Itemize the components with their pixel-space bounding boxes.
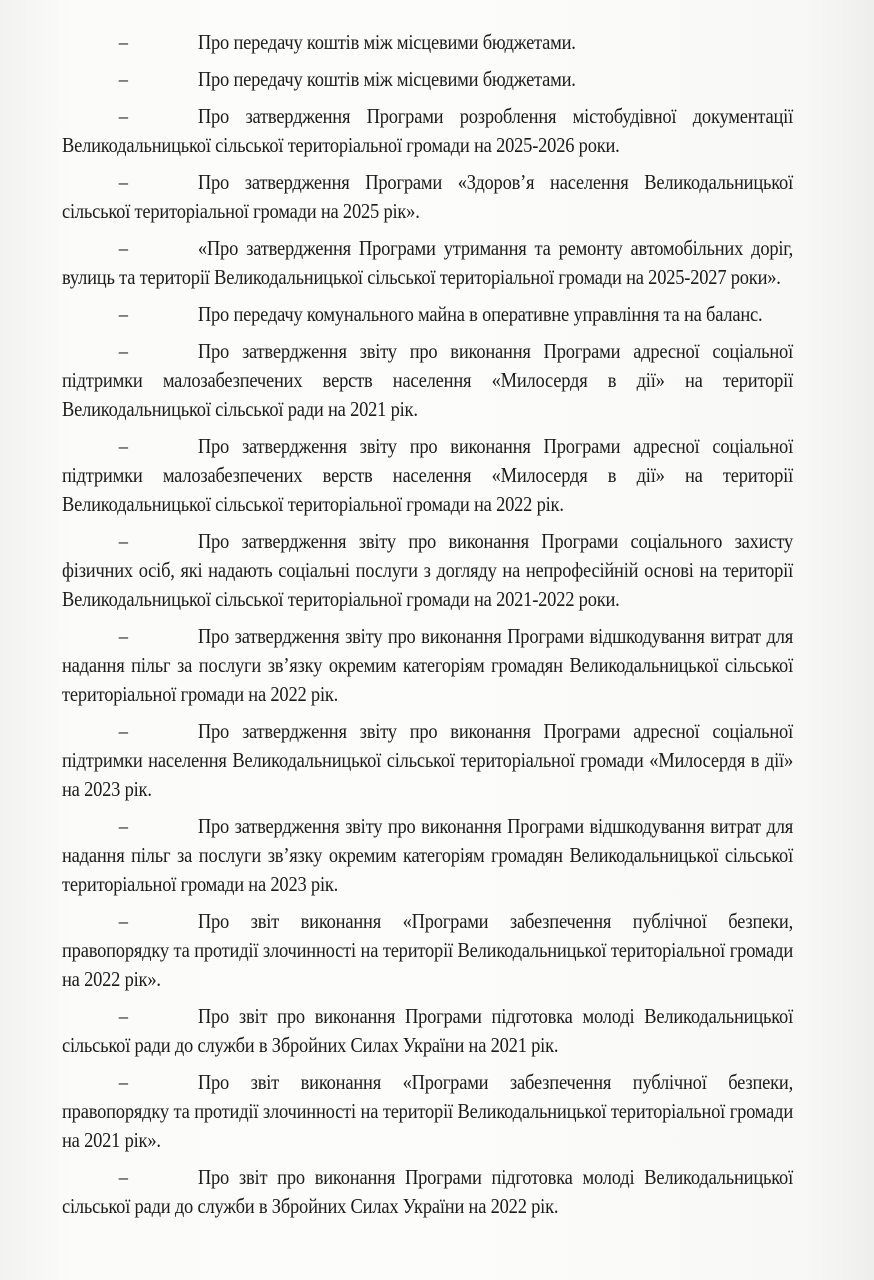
agenda-item	[62, 717, 793, 804]
agenda-item-text: Про звіт виконання «Програми забезпечення публічної безпеки, правопорядку та протидії злочинності на території Великодальницької територіальної громади на 2021 рік».	[62, 1070, 793, 1152]
agenda-item	[62, 1068, 793, 1155]
agenda-item-text: «Про затвердження Програми утримання та ремонту автомобільних доріг, вулиць та території Великодальницької сільської територіальної громади на 2025-2027 роки».	[62, 236, 793, 289]
agenda-item	[62, 65, 793, 94]
bullet-dash: –	[118, 1070, 128, 1094]
agenda-item	[62, 907, 793, 994]
agenda-item-text: Про передачу коштів між місцевими бюджетами.	[197, 67, 576, 91]
bullet-dash: –	[118, 67, 128, 91]
bullet-dash: –	[118, 170, 128, 194]
agenda-item	[62, 168, 793, 226]
agenda-item-text: Про затвердження звіту про виконання Програми відшкодування витрат для надання пільг за послуги зв’язку окремим категоріям громадян Великодальницької сільської територіальної громади на 2023 рік.	[62, 814, 793, 896]
agenda-item-text: Про затвердження Програми розроблення містобудівної документації Великодальницької сільської територіальної громади на 2025-2026 роки.	[62, 104, 793, 157]
bullet-dash: –	[118, 104, 128, 128]
agenda-item-text: Про затвердження звіту про виконання Програми відшкодування витрат для надання пільг за послуги зв’язку окремим категоріям громадян Великодальницької сільської територіальної громади на 2022 рік.	[62, 624, 793, 706]
bullet-dash: –	[118, 909, 128, 933]
agenda-item-text: Про затвердження Програми «Здоров’я населення Великодальницької сільської територіальної громади на 2025 рік».	[62, 170, 793, 223]
agenda-item-text: Про затвердження звіту про виконання Програми адресної соціальної підтримки населення Великодальницької сільської територіальної громади «Милосердя в дії» на 2023 рік.	[62, 719, 793, 801]
agenda-item-text: Про передачу комунального майна в оперативне управління та на баланс.	[197, 302, 763, 326]
agenda-item	[62, 527, 793, 614]
agenda-item-text: Про звіт виконання «Програми забезпечення публічної безпеки, правопорядку та протидії злочинності на території Великодальницької територіальної громади на 2022 рік».	[62, 909, 793, 991]
bullet-dash: –	[118, 236, 128, 260]
bullet-dash: –	[118, 719, 128, 743]
agenda-item	[62, 812, 793, 899]
agenda-item	[62, 432, 793, 519]
agenda-item-text: Про затвердження звіту про виконання Програми соціального захисту фізичних осіб, які надають соціальні послуги з догляду на непрофесійній основі на території Великодальницької сільської територіальної громади на 2021-2022 роки.	[62, 529, 793, 611]
agenda-item	[62, 1002, 793, 1060]
agenda-item-text: Про затвердження звіту про виконання Програми адресної соціальної підтримки малозабезпечених верств населення «Милосердя в дії» на території Великодальницької сільської територіальної громади на 2022 рік.	[62, 434, 793, 516]
agenda-list	[62, 28, 793, 1229]
agenda-item	[62, 622, 793, 709]
agenda-item	[62, 337, 793, 424]
bullet-dash: –	[118, 434, 128, 458]
bullet-dash: –	[118, 814, 128, 838]
agenda-item-text: Про затвердження звіту про виконання Програми адресної соціальної підтримки малозабезпечених верств населення «Милосердя в дії» на території Великодальницької сільської ради на 2021 рік.	[62, 339, 793, 421]
bullet-dash: –	[118, 339, 128, 363]
agenda-item	[62, 234, 793, 292]
bullet-dash: –	[118, 1165, 128, 1189]
agenda-item	[62, 102, 793, 160]
agenda-item	[62, 1163, 793, 1221]
bullet-dash: –	[118, 529, 128, 553]
agenda-item	[62, 300, 793, 329]
bullet-dash: –	[118, 624, 128, 648]
agenda-item	[62, 28, 793, 57]
agenda-item-text: Про звіт про виконання Програми підготовка молоді Великодальницької сільської ради до служби в Збройних Силах України на 2021 рік.	[62, 1004, 793, 1057]
agenda-item-text: Про звіт про виконання Програми підготовка молоді Великодальницької сільської ради до служби в Збройних Силах України на 2022 рік.	[62, 1165, 793, 1218]
agenda-item-text: Про передачу коштів між місцевими бюджетами.	[197, 30, 576, 54]
bullet-dash: –	[118, 302, 128, 326]
bullet-dash: –	[118, 30, 128, 54]
bullet-dash: –	[118, 1004, 128, 1028]
